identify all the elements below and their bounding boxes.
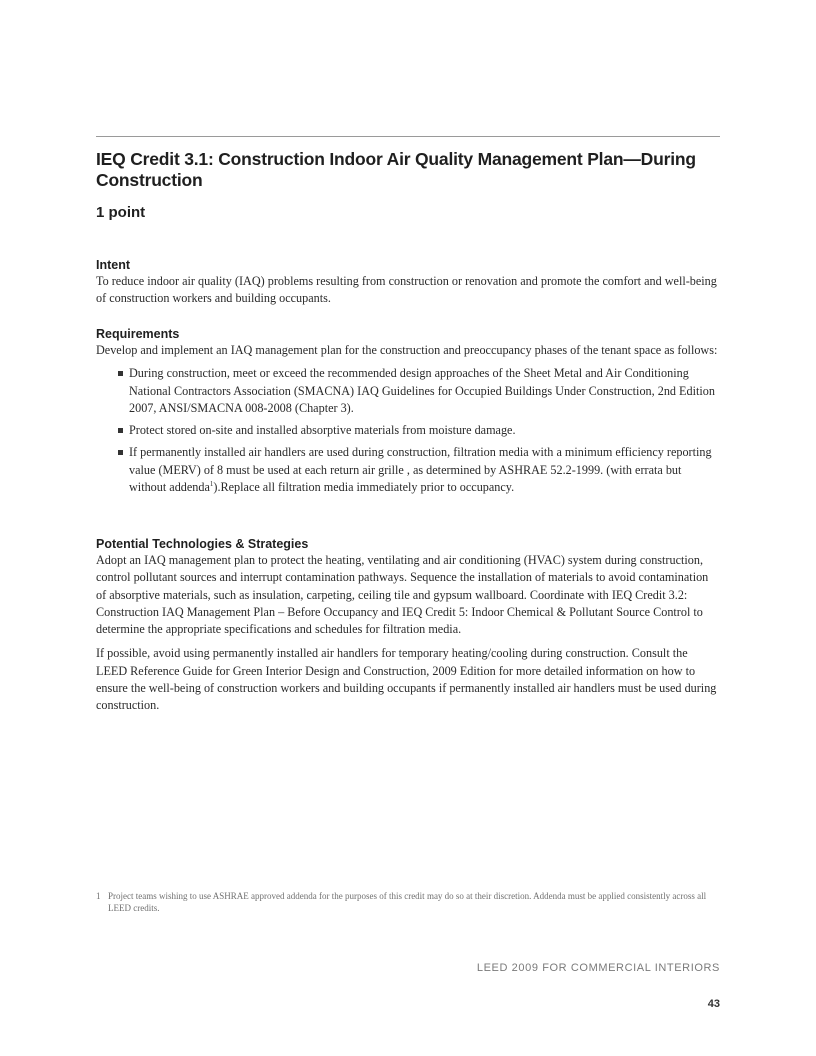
strategies-heading: Potential Technologies & Strategies (96, 537, 309, 551)
footnote-text: Project teams wishing to use ASHRAE approved addenda for the purposes of this credit may do so at their discretion. Addenda must be applied consistently across all LEED credits. (108, 891, 707, 913)
list-item-text: ).Replace all filtration media immediately prior to occupancy. (213, 480, 515, 495)
requirements-heading: Requirements (96, 327, 180, 341)
intent-body: To reduce indoor air quality (IAQ) problems resulting from construction or renovation and promote the comfort and well-being of construction workers and building occupants. (96, 274, 717, 306)
footnote-number: 1 (96, 891, 101, 901)
intent-heading: Intent (96, 258, 131, 272)
page-number: 43 (707, 998, 720, 1010)
footnote (96, 890, 720, 914)
header-rule (96, 136, 720, 137)
list-item: Protect stored on-site and installed absorptive materials from moisture damage. (129, 422, 720, 439)
requirements-section (96, 326, 720, 501)
requirements-intro: Develop and implement an IAQ management plan for the construction and preoccupancy phases of the tenant space as follows: (96, 343, 718, 357)
page-title: IEQ Credit 3.1: Construction Indoor Air Quality Management Plan—During Construction (96, 149, 696, 190)
list-item-text: If permanently installed air handlers are used during construction, filtration media with a minimum efficiency reporting value (MERV) of 8 must be used at each return air grille , as determined by ASHRAE 52.2-1999. (with errata but without addenda (129, 445, 712, 495)
list-item (129, 444, 720, 496)
running-footer: LEED 2009 FOR COMMERCIAL INTERIORS (476, 962, 720, 974)
strategies-paragraph: If possible, avoid using permanently installed air handlers for temporary heating/cooling during construction. Consult the LEED Reference Guide for Green Interior Design and Construction, 2009 Edition for more detailed information on how to ensure the well-being of construction workers and building occupants if permanently installed air handlers must be used during construction. (96, 646, 717, 713)
credit-points: 1 point (96, 204, 146, 221)
document-page (96, 0, 720, 1056)
intent-section (96, 257, 720, 308)
footnote-reference[interactable]: 1 (209, 480, 214, 489)
requirements-list (96, 365, 720, 496)
strategies-paragraph: Adopt an IAQ management plan to protect the heating, ventilating and air conditioning (HVAC) system during construction, control pollutant sources and interrupt contamination pathways. Sequence the installation of materials to avoid contamination of absorptive materials, such as insulation, carpeting, ceiling tile and gypsum wallboard. Coordinate with IEQ Credit 3.2: Construction IAQ Management Plan – Before Occupancy and IEQ Credit 5: Indoor Chemical & Pollutant Source Control to determine the appropriate specifications and schedules for filtration media. (96, 553, 709, 637)
list-item: During construction, meet or exceed the recommended design approaches of the Sheet Metal and Air Conditioning National Contractors Association (SMACNA) IAQ Guidelines for Occupied Buildings Under Construction, 2nd Edition 2007, ANSI/SMACNA 008-2008 (Chapter 3). (129, 365, 720, 417)
strategies-section (96, 536, 720, 715)
